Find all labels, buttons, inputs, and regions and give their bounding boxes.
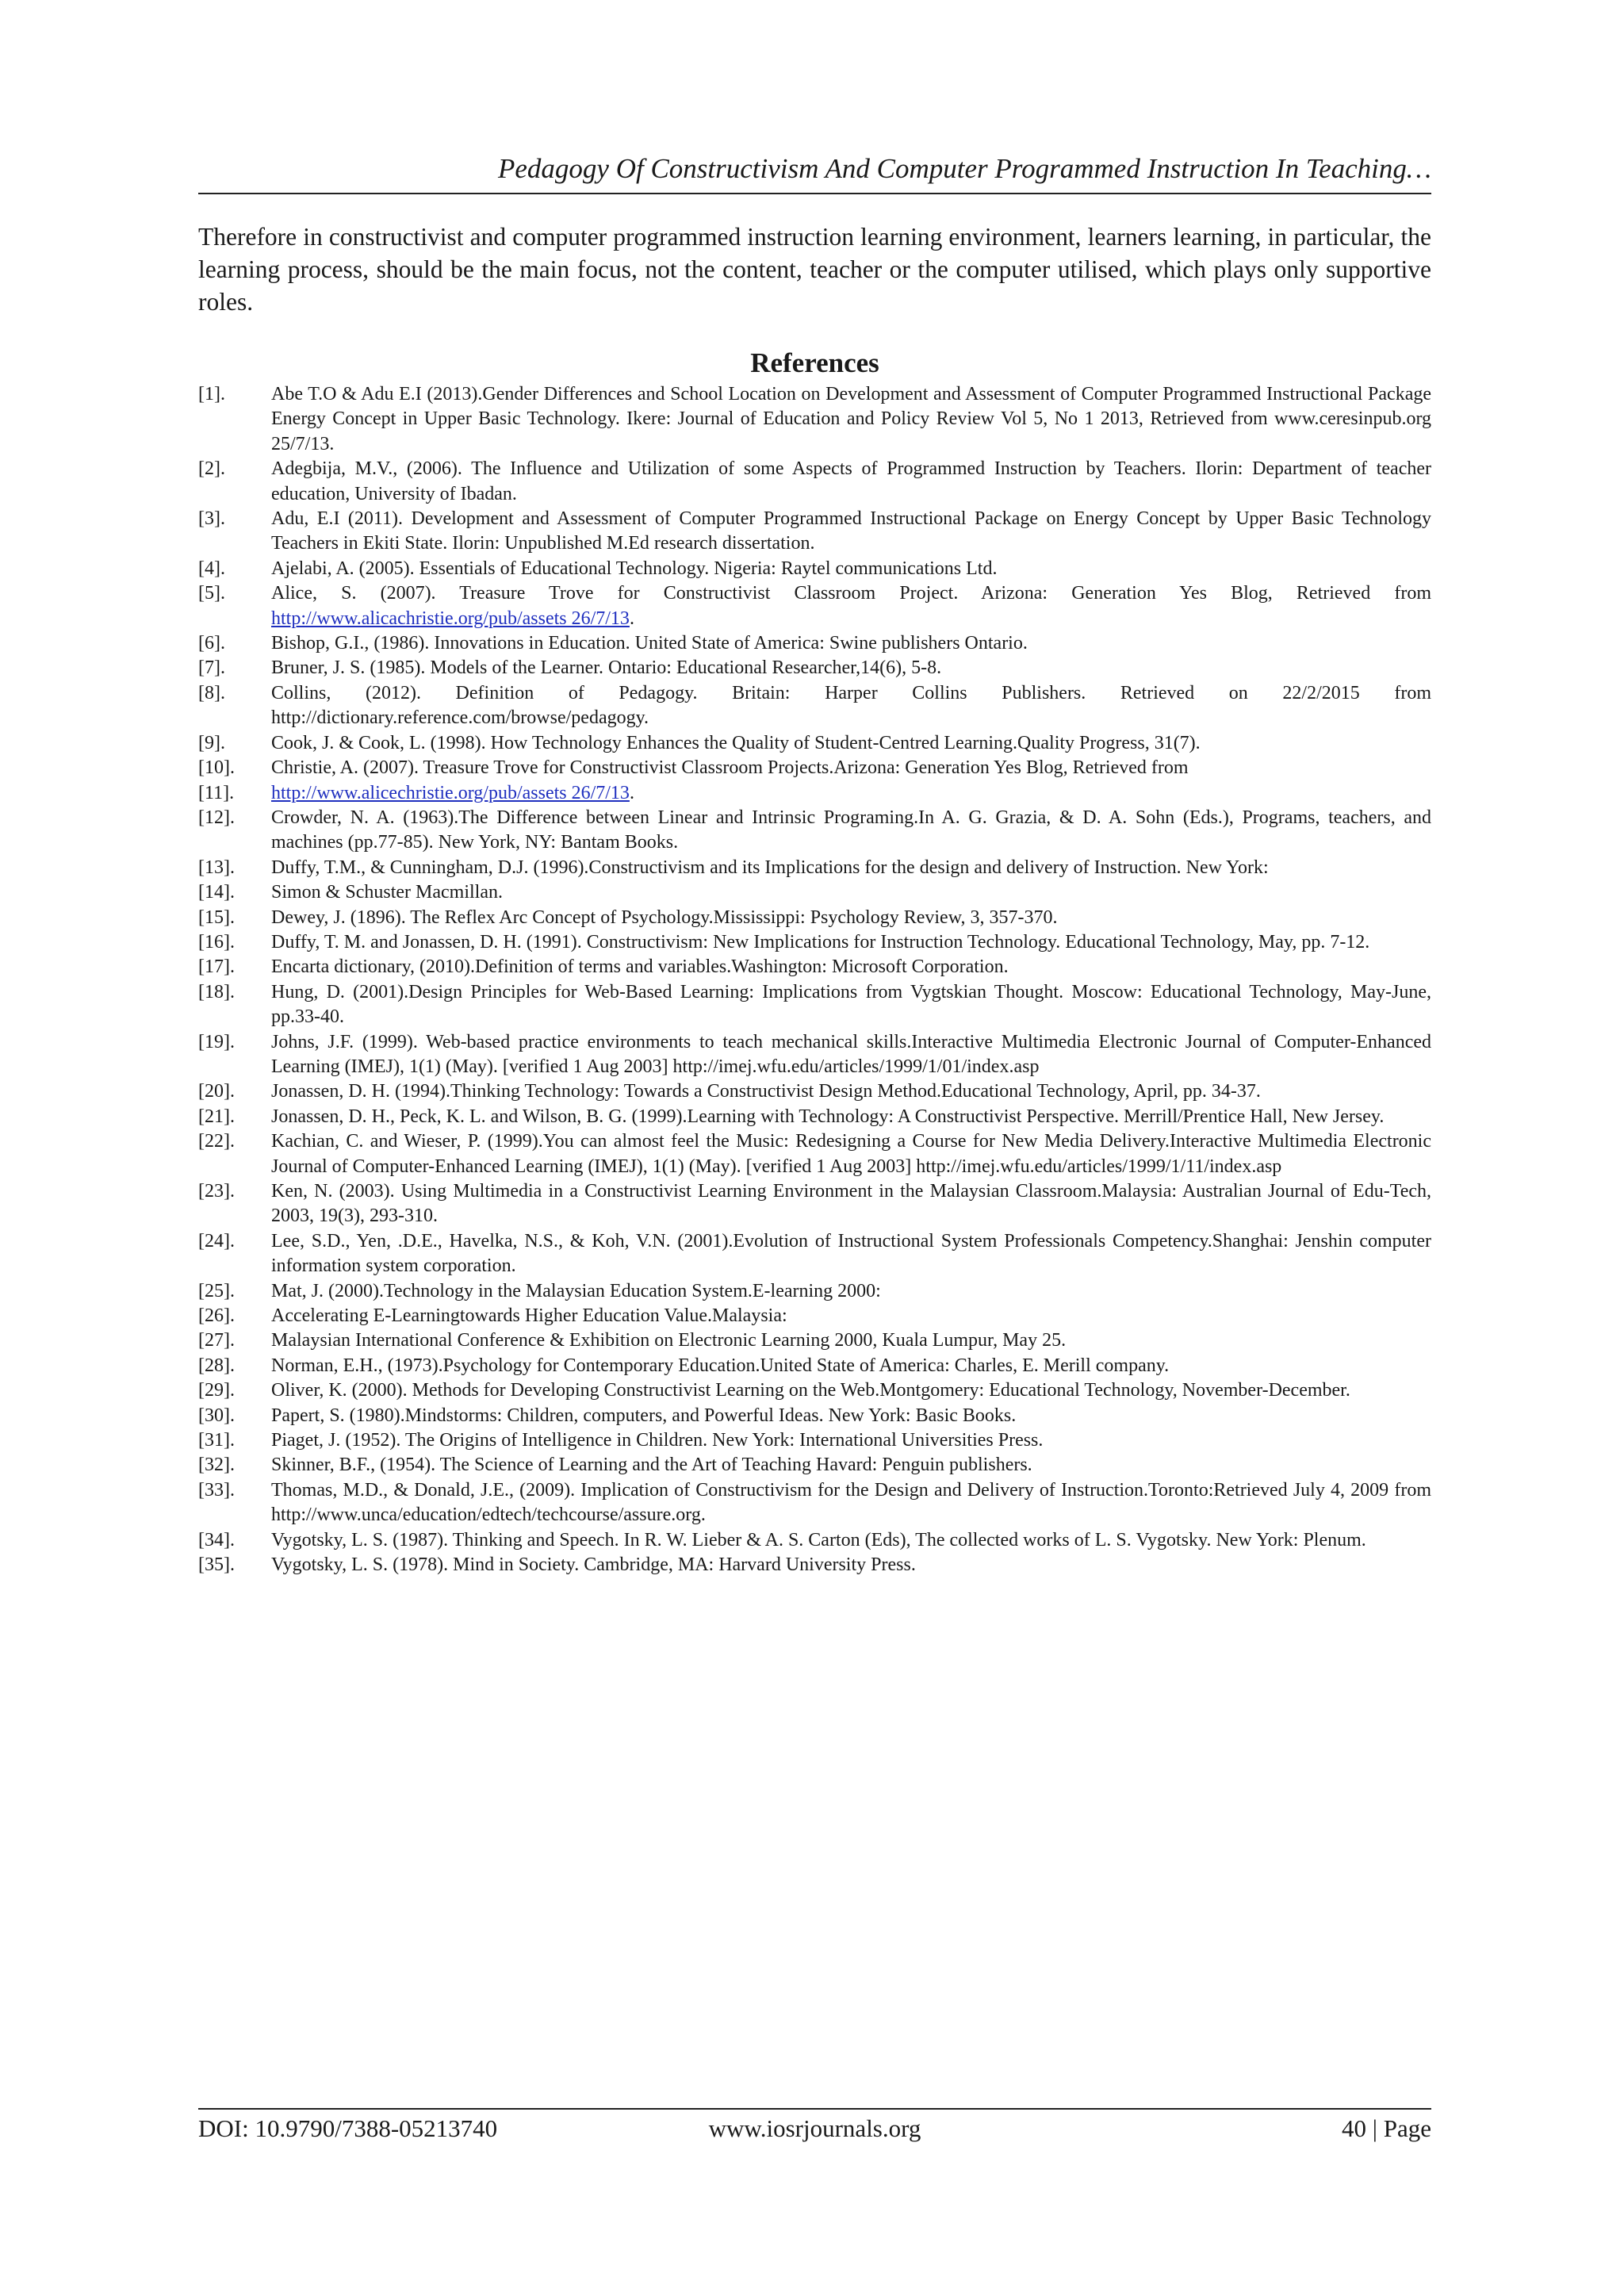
reference-item: [198, 1378, 1431, 1403]
reference-number: [12].: [198, 807, 235, 828]
reference-item: [198, 1304, 1431, 1328]
reference-number: [23].: [198, 1181, 235, 1202]
reference-text: Cook, J. & Cook, L. (1998). How Technology Enhances the Quality of Student-Centred Learning.Quality Progress, 31(7).: [271, 732, 1201, 753]
reference-item: [198, 1105, 1431, 1129]
reference-text: Malaysian International Conference & Exhibition on Electronic Learning 2000, Kuala Lumpur, May 25.: [271, 1330, 1067, 1351]
reference-text: Jonassen, D. H., Peck, K. L. and Wilson, B. G. (1999).Learning with Technology: A Constructivist Perspective. Merrill/Prentice Hall, New Jersey.: [271, 1106, 1385, 1127]
reference-text: Norman, E.H., (1973).Psychology for Contemporary Education.United State of America: Charles, E. Merill company.: [271, 1355, 1170, 1376]
reference-text: Jonassen, D. H. (1994).Thinking Technology: Towards a Constructivist Design Method.Educational Technology, April, pp. 34-37.: [271, 1081, 1261, 1102]
reference-number: [25].: [198, 1280, 235, 1301]
running-header-title: Pedagogy Of Constructivism And Computer Programmed Instruction In Teaching…: [498, 153, 1431, 184]
reference-text: Abe T.O & Adu E.I (2013).Gender Differences and School Location on Development and Assessment of Computer Programmed Instructional Package Energy Concept in Upper Basic Technology. Ikere: Journal of Education and Policy Review Vol 5, No 1 2013, Retrieved from www.ceresinpub.org 25/7/13.: [271, 384, 1431, 454]
reference-item: [198, 1528, 1431, 1553]
reference-text: Bishop, G.I., (1986). Innovations in Education. United State of America: Swine publishers Ontario.: [271, 633, 1028, 654]
reference-number: [9].: [198, 732, 225, 753]
reference-item: [198, 1229, 1431, 1279]
reference-number: [31].: [198, 1430, 235, 1451]
reference-number: [34].: [198, 1529, 235, 1550]
footer-page-number: 40 | Page: [1342, 2114, 1431, 2142]
reference-number: [29].: [198, 1380, 235, 1401]
reference-item: [198, 1354, 1431, 1378]
reference-number: [17].: [198, 956, 235, 978]
footer-website: www.iosrjournals.org: [708, 2114, 921, 2142]
reference-item: [198, 731, 1431, 756]
reference-link[interactable]: http://www.alicachristie.org/pub/assets 26/7/13: [271, 608, 630, 629]
reference-item: [198, 1453, 1431, 1478]
reference-text: Mat, J. (2000).Technology in the Malaysian Education System.E-learning 2000:: [271, 1280, 881, 1301]
reference-number: [32].: [198, 1455, 235, 1476]
reference-text: Bruner, J. S. (1985). Models of the Learner. Ontario: Educational Researcher,14(6), 5-8.: [271, 657, 942, 679]
reference-item: [198, 507, 1431, 557]
reference-item: [198, 656, 1431, 680]
reference-text: Collins, (2012). Definition of Pedagogy. Britain: Harper Collins Publishers. Retrieved on 22/2/2015 from http://dictionary.reference.com/browse/pedagogy.: [271, 682, 1431, 729]
reference-text: Duffy, T.M., & Cunningham, D.J. (1996).Constructivism and its Implications for the design and delivery of Instruction. New York:: [271, 857, 1269, 878]
reference-number: [20].: [198, 1081, 235, 1102]
reference-number: [2].: [198, 458, 225, 480]
reference-item: [198, 457, 1431, 507]
reference-number: [21].: [198, 1106, 235, 1127]
reference-number: [14].: [198, 882, 235, 903]
reference-item: [198, 1179, 1431, 1229]
reference-item: [198, 1030, 1431, 1080]
reference-item: [198, 756, 1431, 780]
reference-number: [10].: [198, 757, 235, 779]
reference-item: [198, 581, 1431, 631]
reference-text: Alice, S. (2007). Treasure Trove for Constructivist Classroom Project. Arizona: Generation Yes Blog, Retrieved from: [271, 583, 1431, 604]
reference-number: [3].: [198, 508, 225, 530]
reference-text: Encarta dictionary, (2010).Definition of terms and variables.Washington: Microsoft Corporation.: [271, 956, 1009, 978]
reference-number: [28].: [198, 1355, 235, 1376]
reference-number: [18].: [198, 981, 235, 1002]
intro-paragraph: Therefore in constructivist and computer programmed instruction learning environment, learners learning, in particular, the learning process, should be the main focus, not the content, teacher or the computer utilised, which plays only supportive roles.: [198, 223, 1431, 316]
reference-item: [198, 1129, 1431, 1179]
reference-text: Dewey, J. (1896). The Reflex Arc Concept of Psychology.Mississippi: Psychology Review, 3, 357-370.: [271, 907, 1058, 928]
references-heading: References: [750, 347, 879, 378]
reference-number: [26].: [198, 1305, 235, 1327]
reference-text: Vygotsky, L. S. (1978). Mind in Society. Cambridge, MA: Harvard University Press.: [271, 1554, 916, 1576]
reference-text: Vygotsky, L. S. (1987). Thinking and Speech. In R. W. Lieber & A. S. Carton (Eds), The collected works of L. S. Vygotsky. New York: Plenum.: [271, 1529, 1366, 1550]
page-footer: [198, 2113, 1431, 2145]
reference-text: Piaget, J. (1952). The Origins of Intelligence in Children. New York: International Universities Press.: [271, 1430, 1044, 1451]
reference-number: [5].: [198, 583, 225, 604]
references-list: [198, 382, 1431, 1578]
reference-link[interactable]: http://www.alicechristie.org/pub/assets 26/7/13: [271, 782, 630, 803]
reference-number: [4].: [198, 558, 225, 579]
reference-item: [198, 631, 1431, 656]
reference-number: [30].: [198, 1405, 235, 1426]
reference-item: [198, 382, 1431, 457]
reference-item: [198, 1279, 1431, 1304]
reference-item: [198, 1328, 1431, 1353]
reference-text: Adegbija, M.V., (2006). The Influence and Utilization of some Aspects of Programmed Instruction by Teachers. Ilorin: Department of teacher education, University of Ibadan.: [271, 458, 1431, 504]
reference-number: [15].: [198, 907, 235, 928]
header-divider: [198, 193, 1431, 194]
footer-divider: [198, 2108, 1431, 2110]
reference-number: [27].: [198, 1330, 235, 1351]
reference-item: [198, 1553, 1431, 1577]
reference-text: Duffy, T. M. and Jonassen, D. H. (1991). Constructivism: New Implications for Instruction Technology. Educational Technology, May, pp. 7-12.: [271, 931, 1370, 953]
reference-text: Lee, S.D., Yen, .D.E., Havelka, N.S., & Koh, V.N. (2001).Evolution of Instructional System Professionals Competency.Shanghai: Jenshin computer information system corporation.: [271, 1230, 1431, 1277]
reference-text: Hung, D. (2001).Design Principles for Web-Based Learning: Implications from Vygtskian Thought. Moscow: Educational Technology, May-June, pp.33-40.: [271, 981, 1431, 1028]
reference-number: [24].: [198, 1230, 235, 1251]
reference-number: [8].: [198, 682, 225, 703]
reference-number: [35].: [198, 1554, 235, 1576]
reference-item: [198, 781, 1431, 806]
reference-text: Papert, S. (1980).Mindstorms: Children, computers, and Powerful Ideas. New York: Basic Books.: [271, 1405, 1017, 1426]
reference-item: [198, 906, 1431, 930]
reference-item: [198, 1079, 1431, 1104]
reference-number: [16].: [198, 931, 235, 953]
reference-number: [13].: [198, 857, 235, 878]
reference-number: [1].: [198, 384, 225, 404]
reference-item: [198, 930, 1431, 955]
reference-text: Simon & Schuster Macmillan.: [271, 882, 503, 903]
reference-item: [198, 557, 1431, 581]
reference-text: Crowder, N. A. (1963).The Difference between Linear and Intrinsic Programing.In A. G. Grazia, & D. A. Sohn (Eds.), Programs, teachers, and machines (pp.77-85). New York, NY: Bantam Books.: [271, 807, 1431, 853]
footer-doi: DOI: 10.9790/7388-05213740: [198, 2114, 498, 2142]
reference-item: [198, 980, 1431, 1030]
reference-number: [6].: [198, 633, 225, 654]
reference-text: Johns, J.F. (1999). Web-based practice environments to teach mechanical skills.Interactive Multimedia Electronic Journal of Computer-Enhanced Learning (IMEJ), 1(1) (May). [verified 1 Aug 2003] http://imej.wfu.edu/articles/1999/1/01/index.asp: [271, 1031, 1431, 1077]
reference-number: [11].: [198, 782, 235, 803]
reference-item: [198, 856, 1431, 880]
reference-number: [33].: [198, 1479, 235, 1501]
reference-trailing-punctuation: .: [629, 608, 634, 629]
reference-item: [198, 1428, 1431, 1453]
reference-text: Oliver, K. (2000). Methods for Developing Constructivist Learning on the Web.Montgomery: Educational Technology, November-December.: [271, 1380, 1350, 1401]
reference-item: [198, 1404, 1431, 1428]
reference-item: [198, 806, 1431, 856]
reference-number: [22].: [198, 1131, 235, 1152]
reference-text: Ajelabi, A. (2005). Essentials of Educational Technology. Nigeria: Raytel communications Ltd.: [271, 558, 998, 579]
reference-number: [19].: [198, 1031, 235, 1052]
reference-text: Ken, N. (2003). Using Multimedia in a Constructivist Learning Environment in the Malaysian Classroom.Malaysia: Australian Journal of Edu-Tech, 2003, 19(3), 293-310.: [271, 1181, 1431, 1227]
reference-text: Kachian, C. and Wieser, P. (1999).You can almost feel the Music: Redesigning a Course for New Media Delivery.Interactive Multimedia Electronic Journal of Computer-Enhanced Learning (IMEJ), 1(1) (May). [verified 1 Aug 2003] http://imej.wfu.edu/articles/1999/1/11/index.asp: [271, 1131, 1431, 1177]
reference-trailing-punctuation: .: [629, 782, 634, 803]
reference-text: Thomas, M.D., & Donald, J.E., (2009). Implication of Constructivism for the Design and Delivery of Instruction.Toronto:Retrieved July 4, 2009 from http://www.unca/education/edtech/techcourse/assure.org.: [271, 1479, 1431, 1526]
reference-text: Skinner, B.F., (1954). The Science of Learning and the Art of Teaching Havard: Penguin publishers.: [271, 1455, 1032, 1476]
reference-number: [7].: [198, 657, 225, 679]
reference-text: Accelerating E-Learningtowards Higher Education Value.Malaysia:: [271, 1305, 787, 1327]
reference-item: [198, 880, 1431, 905]
reference-text: Adu, E.I (2011). Development and Assessment of Computer Programmed Instructional Package on Energy Concept by Upper Basic Technology Teachers in Ekiti State. Ilorin: Unpublished M.Ed research dissertation.: [271, 508, 1431, 554]
reference-item: [198, 681, 1431, 731]
reference-item: [198, 1478, 1431, 1528]
reference-item: [198, 955, 1431, 979]
reference-text: Christie, A. (2007). Treasure Trove for Constructivist Classroom Projects.Arizona: Generation Yes Blog, Retrieved from: [271, 757, 1189, 779]
